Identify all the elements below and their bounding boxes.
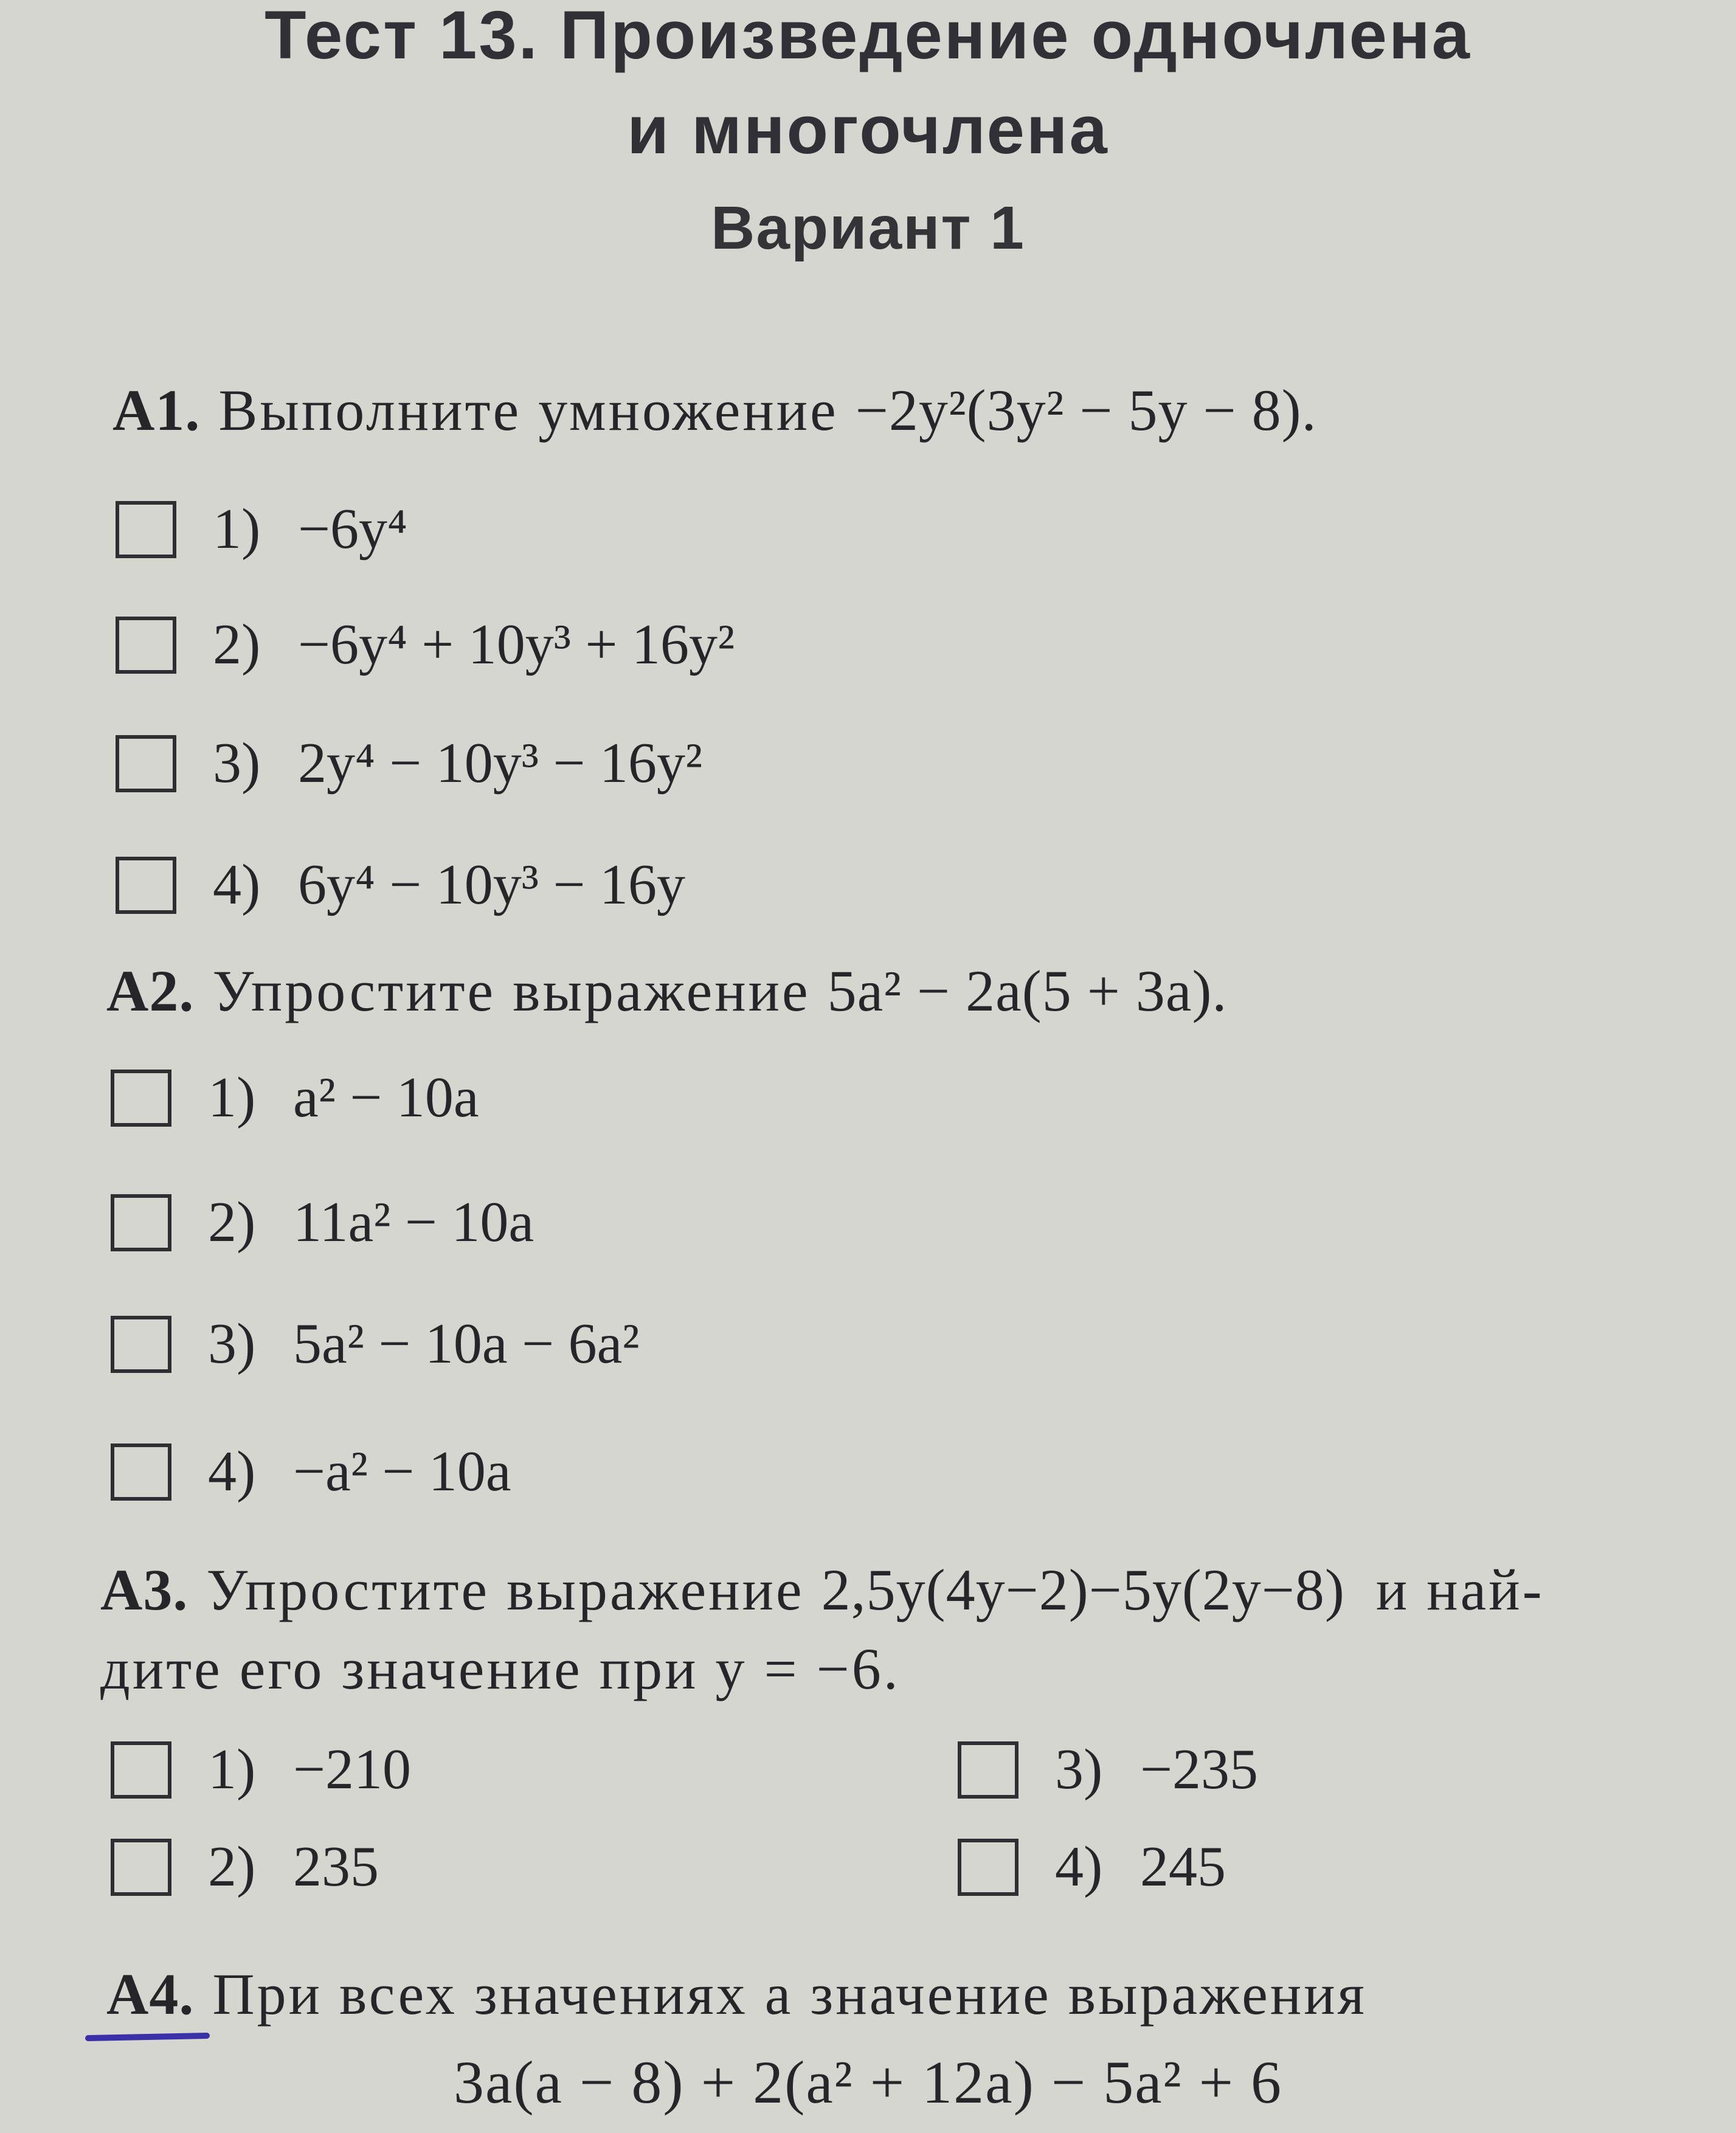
question-stem: Упростите выражение xyxy=(212,958,811,1023)
option-expression: −235 xyxy=(1140,1738,1259,1801)
question-a1 xyxy=(112,371,1317,450)
answer-checkbox[interactable] xyxy=(111,1316,171,1373)
option-expression: 11a² − 10a xyxy=(293,1191,534,1254)
option-expression: −6y⁴ + 10y³ + 16y² xyxy=(298,613,735,676)
pen-underline xyxy=(85,2033,210,2041)
option-number: 1) xyxy=(213,497,261,561)
option-expression: −210 xyxy=(293,1738,412,1801)
option-number: 3) xyxy=(208,1312,256,1375)
question-expression: 2,5y(4y−2)−5y(2y−8) xyxy=(821,1557,1345,1622)
question-a3-line-2: дите его значение при y = −6. xyxy=(100,1636,901,1701)
answer-checkbox[interactable] xyxy=(111,1443,171,1501)
answer-checkbox[interactable] xyxy=(958,1839,1018,1896)
question-number: А4. xyxy=(106,1962,195,2027)
option-expression: 5a² − 10a − 6a² xyxy=(293,1312,640,1375)
option-number: 4) xyxy=(213,853,261,916)
option-number: 2) xyxy=(208,1835,256,1898)
question-expression: 5a² − 2a(5 + 3a). xyxy=(827,958,1228,1023)
answer-checkbox[interactable] xyxy=(111,1194,171,1251)
answer-checkbox[interactable] xyxy=(116,501,176,558)
answer-checkbox[interactable] xyxy=(958,1741,1018,1799)
option-expression: a² − 10a xyxy=(293,1066,479,1129)
question-stem: Упростите выражение xyxy=(206,1557,804,1622)
answer-checkbox[interactable] xyxy=(116,617,176,674)
answer-checkbox[interactable] xyxy=(111,1741,171,1799)
option-number: 3) xyxy=(213,731,261,795)
answer-checkbox[interactable] xyxy=(111,1839,171,1896)
option-expression: −a² − 10a xyxy=(293,1440,511,1503)
option-number: 1) xyxy=(208,1738,256,1801)
option-number: 2) xyxy=(213,613,261,676)
question-number: А3. xyxy=(100,1557,188,1622)
option-expression: 235 xyxy=(293,1835,379,1898)
question-a4 xyxy=(106,1955,1367,2034)
option-expression: 6y⁴ − 10y³ − 16y xyxy=(298,853,685,916)
answer-checkbox[interactable] xyxy=(116,735,176,792)
question-stem-tail: и най- xyxy=(1375,1557,1544,1622)
question-stem: При всех значениях a значение выражения xyxy=(212,1962,1367,2027)
question-a2 xyxy=(106,952,1227,1031)
variant-heading: Вариант 1 xyxy=(711,194,1025,262)
option-number: 4) xyxy=(1055,1835,1103,1898)
question-stem: Выполните умножение xyxy=(218,378,839,443)
option-number: 1) xyxy=(208,1066,256,1129)
option-expression: −6y⁴ xyxy=(298,497,407,561)
option-expression: 245 xyxy=(1140,1835,1226,1898)
question-a3 xyxy=(100,1550,1544,1630)
answer-checkbox[interactable] xyxy=(111,1070,171,1127)
option-number: 2) xyxy=(208,1191,256,1254)
option-expression: 2y⁴ − 10y³ − 16y² xyxy=(298,731,703,795)
question-number: А2. xyxy=(106,958,195,1023)
page-title xyxy=(0,0,1736,178)
title-line-1: Тест 13. Произведение одночлена xyxy=(265,0,1471,73)
answer-checkbox[interactable] xyxy=(116,857,176,914)
title-line-2: и многочлена xyxy=(627,92,1109,168)
question-expression: −2y²(3y² − 5y − 8). xyxy=(855,378,1317,443)
option-number: 4) xyxy=(208,1440,256,1503)
question-a4-formula: 3a(a − 8) + 2(a² + 12a) − 5a² + 6 xyxy=(453,2048,1283,2116)
question-number: А1. xyxy=(112,378,201,443)
option-number: 3) xyxy=(1055,1738,1103,1801)
